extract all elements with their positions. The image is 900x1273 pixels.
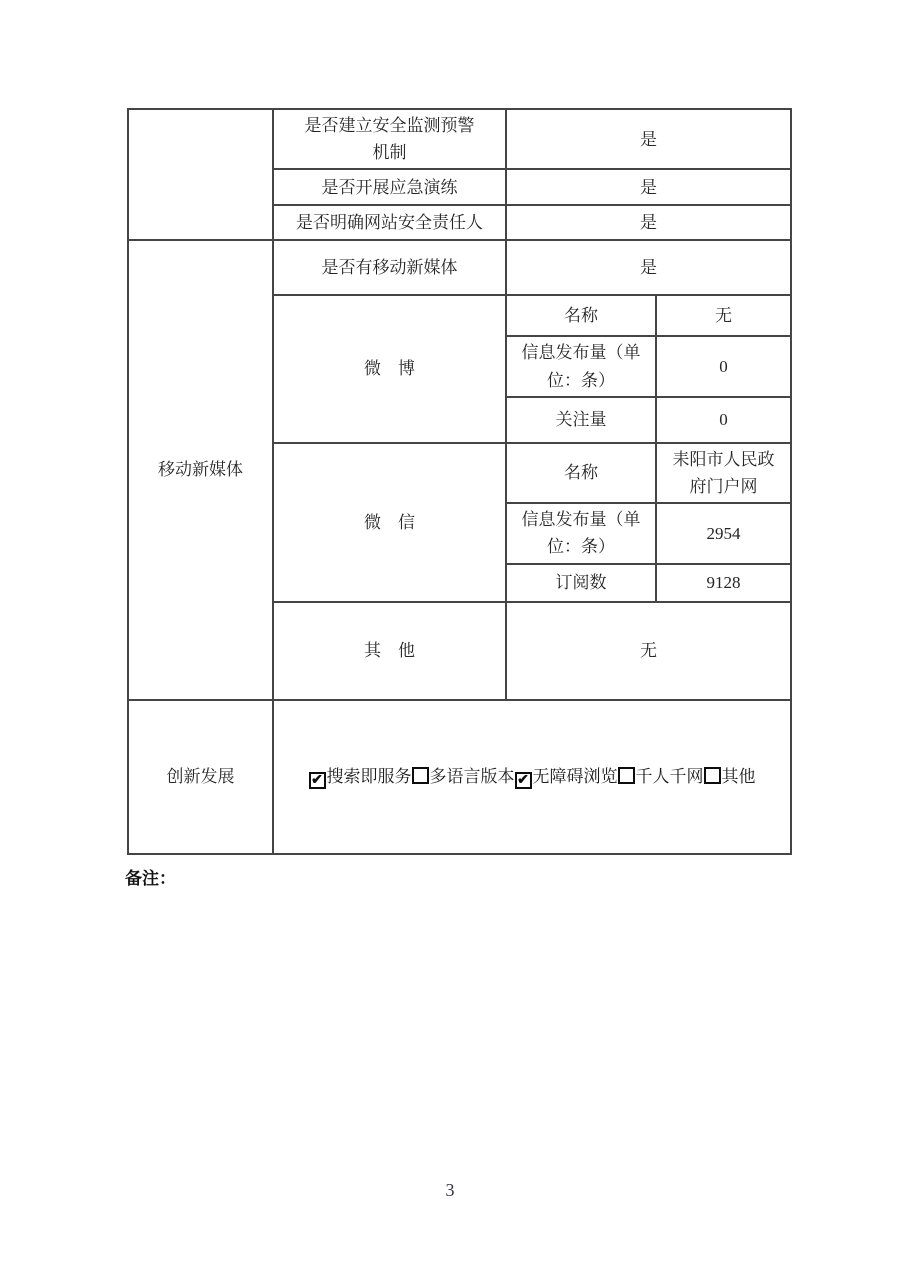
row-value-cell: 无 [656,295,791,336]
option-personalized [618,767,704,786]
option-label: 无障碍浏览 [532,766,618,786]
row-label-cell: 名称 [506,295,656,336]
innovation-options [309,767,756,786]
row-label-cell: 是否有移动新媒体 [273,240,506,295]
group-label-wechat: 微 信 [273,443,506,602]
row-value-cell: 0 [656,397,791,443]
checkbox-multilingual-icon [412,767,429,784]
option-label: 其他 [721,766,756,786]
option-label: 搜索即服务 [326,766,412,786]
option-accessibility [515,767,618,786]
row-label-cell: 关注量 [506,397,656,443]
row-label: 是否建立安全监测预警机制 [304,116,475,163]
option-search-service [309,767,412,786]
option-other [704,767,756,786]
option-label: 千人千网 [635,766,704,786]
checkbox-other-icon [704,767,721,784]
row-label-cell: 信息发布量（单位：条） [506,503,656,563]
row-value-cell: 0 [656,336,791,396]
checkbox-search-service-icon [309,772,326,789]
innovation-options-cell [273,700,791,854]
wechat-account-name: 耒阳市人民政府门户网 [672,449,775,496]
row-value-cell: 是 [506,240,791,295]
checkbox-accessibility-icon [515,772,532,789]
row-label-cell: 是否开展应急演练 [273,169,506,205]
row-label-cell: 其 他 [273,602,506,700]
table-row [128,700,791,854]
row-label-cell: 信息发布量（单位：条） [506,336,656,396]
row-label-cell: 名称 [506,443,656,503]
row-label-cell: 订阅数 [506,564,656,602]
option-label: 多语言版本 [429,766,515,786]
group-label-weibo: 微 博 [273,295,506,442]
row-value-cell: 无 [506,602,791,700]
row-value-cell: 9128 [656,564,791,602]
section-label-mobile-media: 移动新媒体 [128,240,273,699]
row-value-cell [656,443,791,503]
page-number: 3 [445,1180,455,1200]
section-label-innovation: 创新发展 [128,700,273,854]
table-row [128,240,791,295]
option-multilingual [412,767,515,786]
row-label-cell [273,109,506,169]
row-value-cell: 2954 [656,503,791,563]
row-label-cell: 是否明确网站安全责任人 [273,205,506,240]
row-value-cell: 是 [506,109,791,169]
row-value-cell: 是 [506,205,791,240]
section-label-empty-cell [128,109,273,240]
row-value-cell: 是 [506,169,791,205]
annual-report-table [127,108,792,855]
remarks-label: 备注： [125,869,176,888]
checkbox-personalized-icon [618,767,635,784]
table-row [128,109,791,169]
